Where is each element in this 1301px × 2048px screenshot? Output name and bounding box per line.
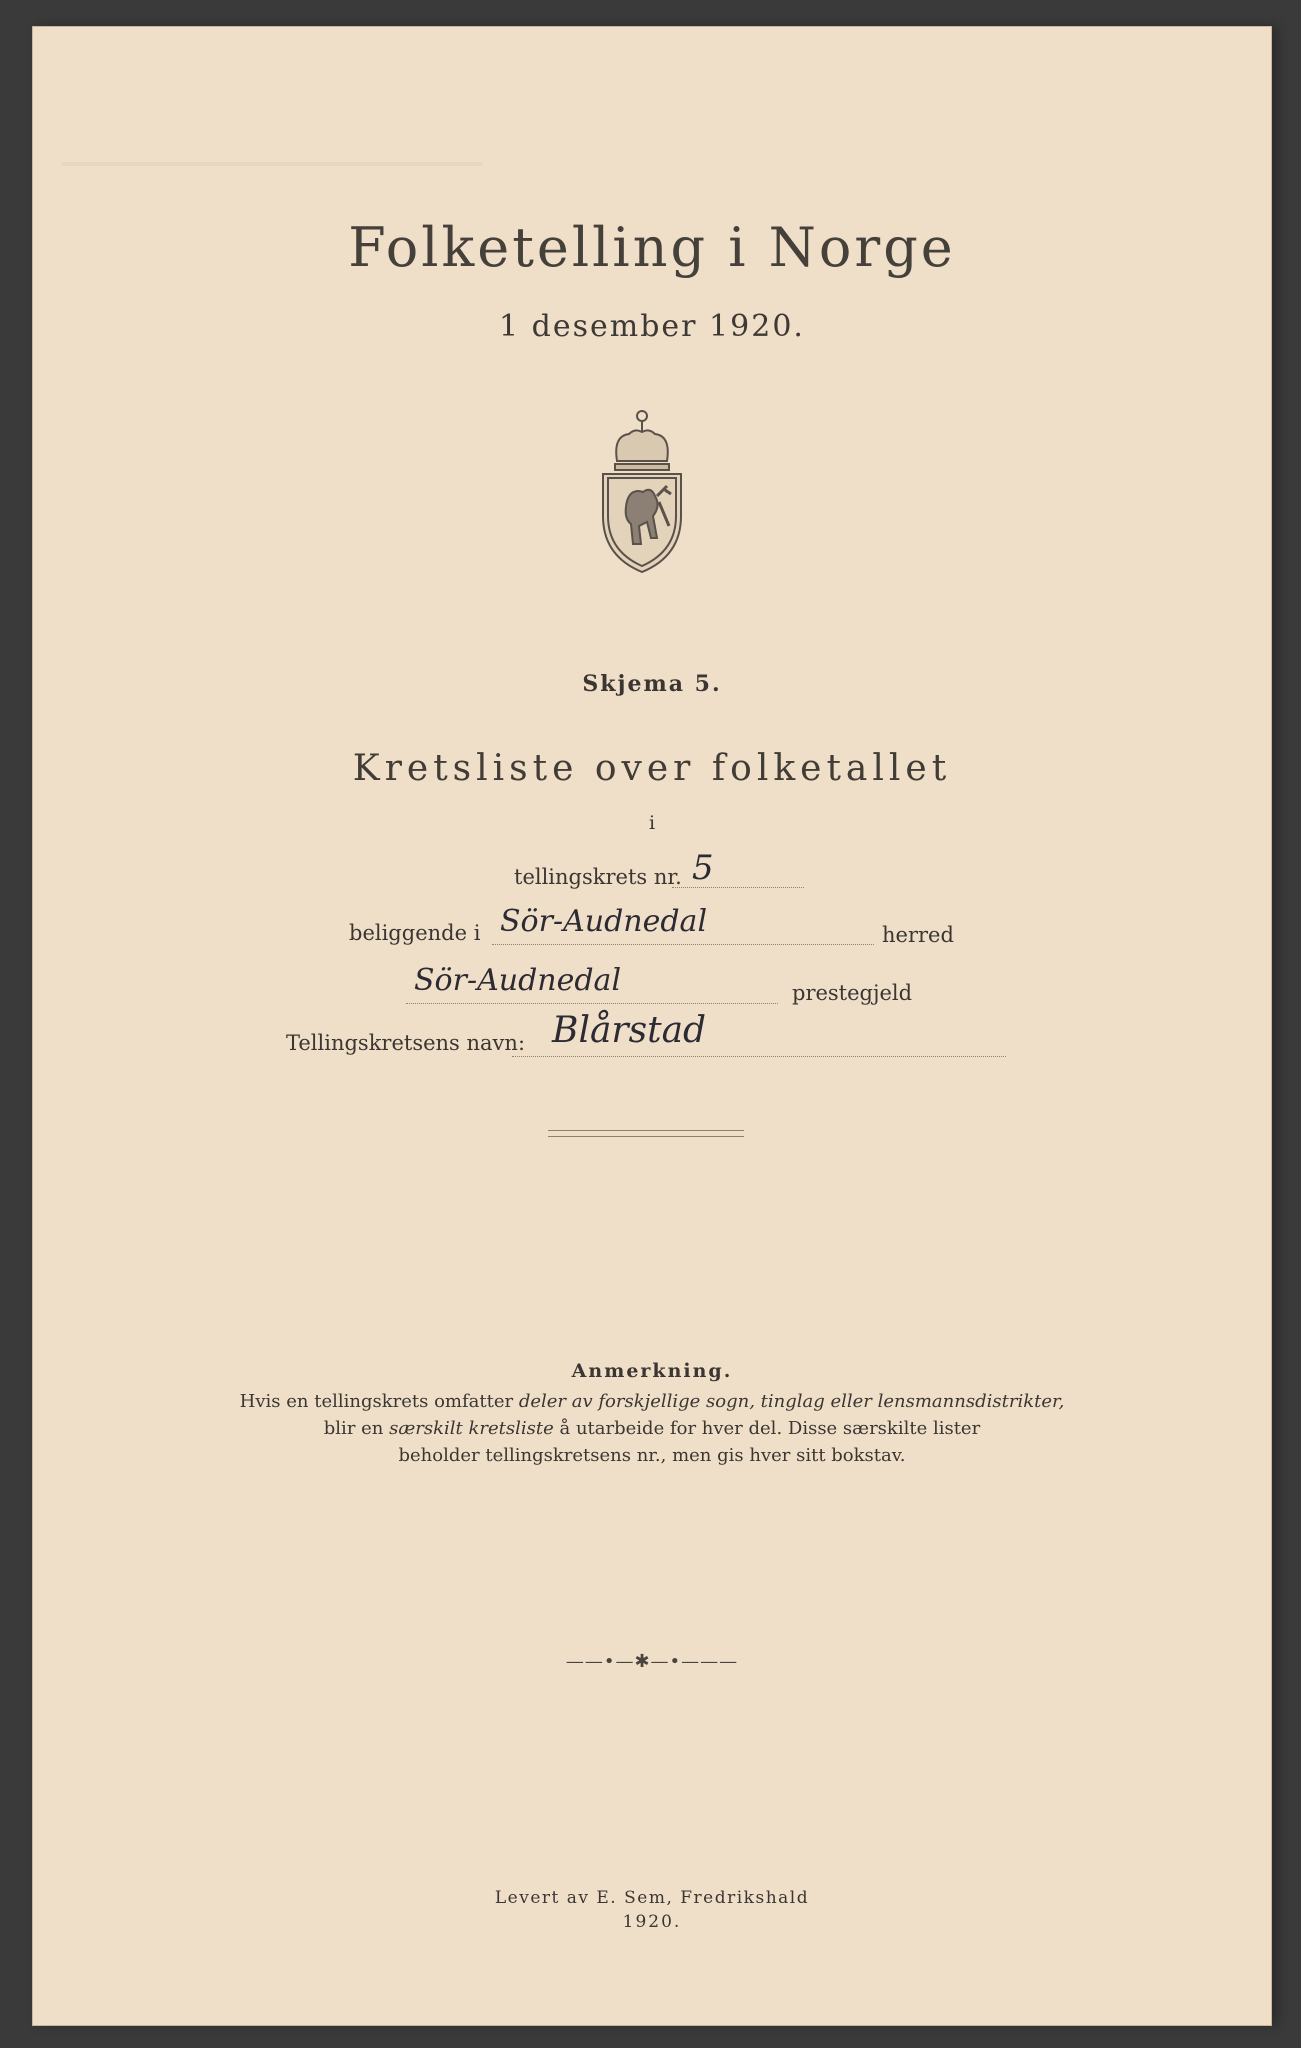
census-date: 1 desember 1920. [499,309,805,344]
printer-credit: Levert av E. Sem, Fredrikshald [494,1888,810,1908]
schema-number: Skjema 5. [582,671,722,697]
note-line-2-italic: særskilt kretsliste [389,1418,554,1439]
divider-rule-top [548,1130,744,1131]
note-text [212,1388,1092,1469]
note-line-2-rest: å utarbeide for hver del. Disse særskilte lister [553,1418,981,1439]
navn-label: Tellingskretsens navn: [286,1031,526,1055]
tellingskrets-dotted-line [672,887,804,888]
navn-dotted-line [512,1056,1006,1057]
census-form-page [32,26,1272,2026]
note-line-1 [212,1388,1092,1415]
form-subtitle: Kretsliste over folketallet [352,748,952,789]
preposition: i [648,812,656,834]
tellingskrets-value: 5 [692,848,714,888]
prestegjeld-dotted-line [406,1003,778,1004]
note-line-2 [212,1415,1092,1442]
document-title: Folketelling i Norge [348,216,956,279]
herred-label: herred [882,923,954,947]
divider-rule-bottom [548,1136,744,1137]
paper-stain [62,162,482,166]
note-line-3: beholder tellingskretsens nr., men gis hver sitt bokstav. [398,1445,906,1466]
beliggende-value: Sör-Audnedal [500,904,708,939]
prestegjeld-label: prestegjeld [792,981,913,1005]
coat-of-arms-icon [595,406,689,576]
prestegjeld-value: Sör-Audnedal [414,963,622,998]
beliggende-dotted-line [492,944,874,945]
navn-value: Blårstad [552,1010,707,1051]
note-line-1-italic: deler av forskjellige sogn, tinglag eller lensmannsdistrikter, [518,1391,1065,1412]
note-line-2-plain: blir en [323,1418,390,1439]
printer-year: 1920. [622,1912,682,1932]
tellingskrets-label: tellingskrets nr. [514,865,682,889]
beliggende-label: beliggende i [349,921,481,945]
note-line-1-plain: Hvis en tellingskrets omfatter [239,1391,519,1412]
note-heading: Anmerkning. [571,1360,733,1382]
ornament-divider: ——•—✱—•——— [565,1651,739,1672]
